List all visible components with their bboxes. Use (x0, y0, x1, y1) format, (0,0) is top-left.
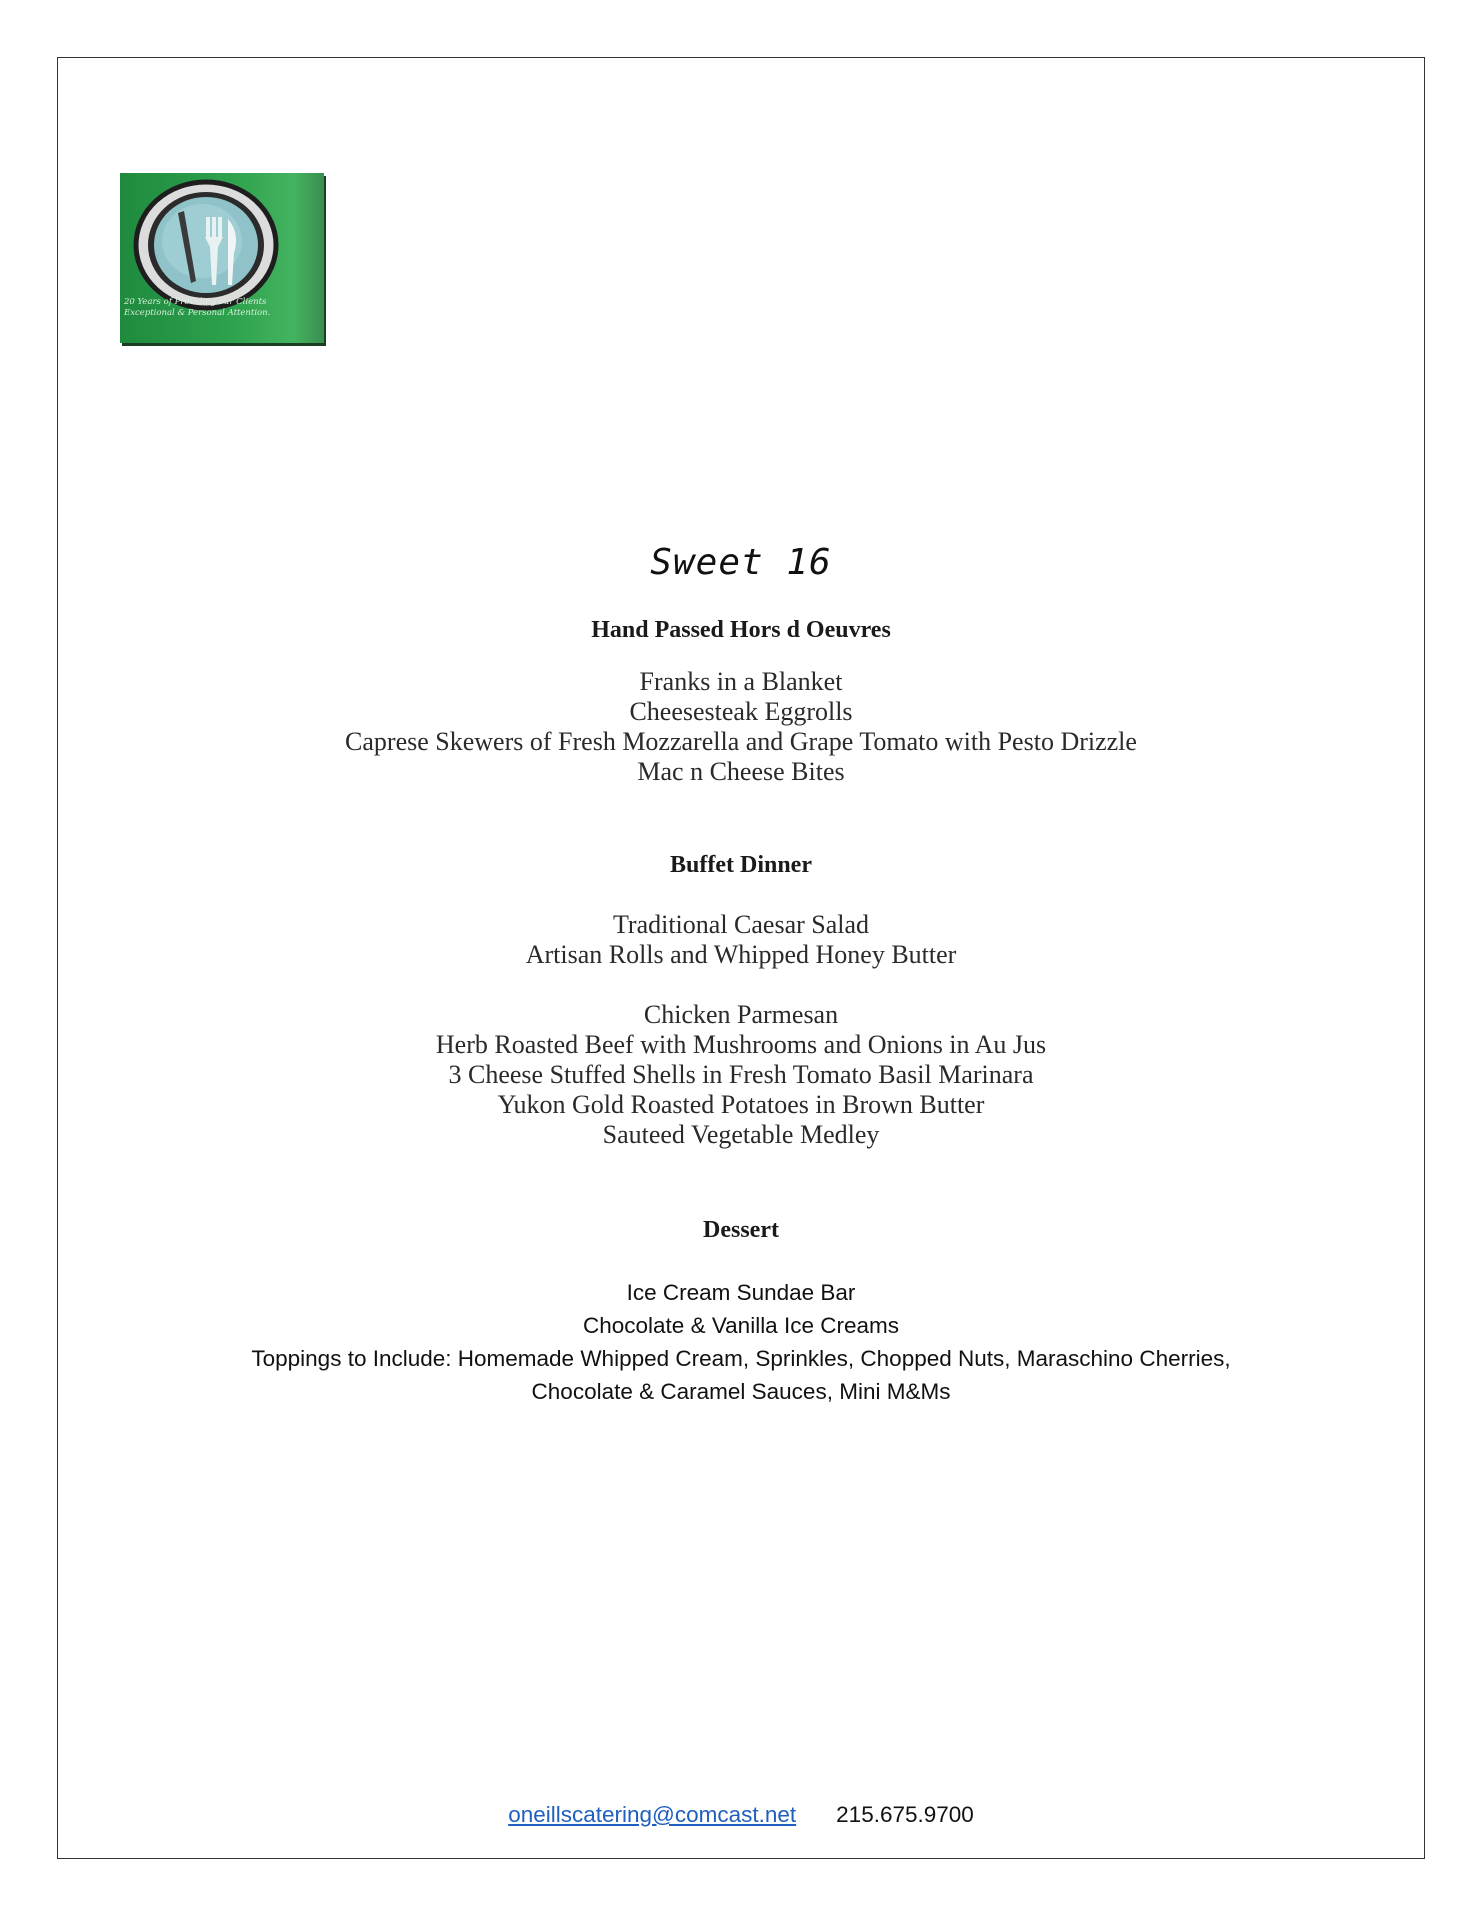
menu-item: Franks in a Blanket (639, 667, 843, 696)
menu-title: Sweet 16 (650, 542, 832, 583)
buffet-mains-list (57, 1000, 1425, 1150)
dessert-list (57, 1276, 1425, 1408)
menu-item: Caprese Skewers of Fresh Mozzarella and Grape Tomato with Pesto Drizzle (345, 727, 1137, 756)
logo-tagline: 20 Years of Providing our Clients Exceptional & Personal Attention. (124, 297, 271, 318)
hors-doeuvres-list (57, 667, 1425, 787)
menu-item: Traditional Caesar Salad (612, 910, 870, 939)
menu-item: Chicken Parmesan (643, 1000, 839, 1029)
phone-number: 215.675.9700 (836, 1802, 974, 1827)
email-link[interactable]: oneillscatering@comcast.net (508, 1802, 797, 1827)
menu-item: Sauteed Vegetable Medley (602, 1120, 880, 1149)
menu-item: Toppings to Include: Homemade Whipped Cream, Sprinkles, Chopped Nuts, Maraschino Cherries, (251, 1346, 1231, 1371)
menu-item: 3 Cheese Stuffed Shells in Fresh Tomato Basil Marinara (448, 1060, 1034, 1089)
menu-item: Yukon Gold Roasted Potatoes in Brown Butter (497, 1090, 985, 1119)
company-logo (120, 173, 324, 343)
menu-item: Herb Roasted Beef with Mushrooms and Onions in Au Jus (435, 1030, 1047, 1059)
menu-item: Mac n Cheese Bites (637, 757, 845, 786)
menu-item: Chocolate & Caramel Sauces, Mini M&Ms (531, 1379, 951, 1404)
buffet-sides-list (57, 910, 1425, 970)
buffet-heading: Buffet Dinner (670, 852, 812, 878)
hors-doeuvres-heading: Hand Passed Hors d Oeuvres (591, 617, 891, 643)
dessert-heading: Dessert (703, 1217, 779, 1243)
menu-item: Chocolate & Vanilla Ice Creams (583, 1313, 899, 1338)
menu-item: Artisan Rolls and Whipped Honey Butter (525, 940, 957, 969)
menu-item: Cheesesteak Eggrolls (629, 697, 853, 726)
contact-footer (57, 1800, 1425, 1830)
menu-item: Ice Cream Sundae Bar (626, 1280, 856, 1305)
